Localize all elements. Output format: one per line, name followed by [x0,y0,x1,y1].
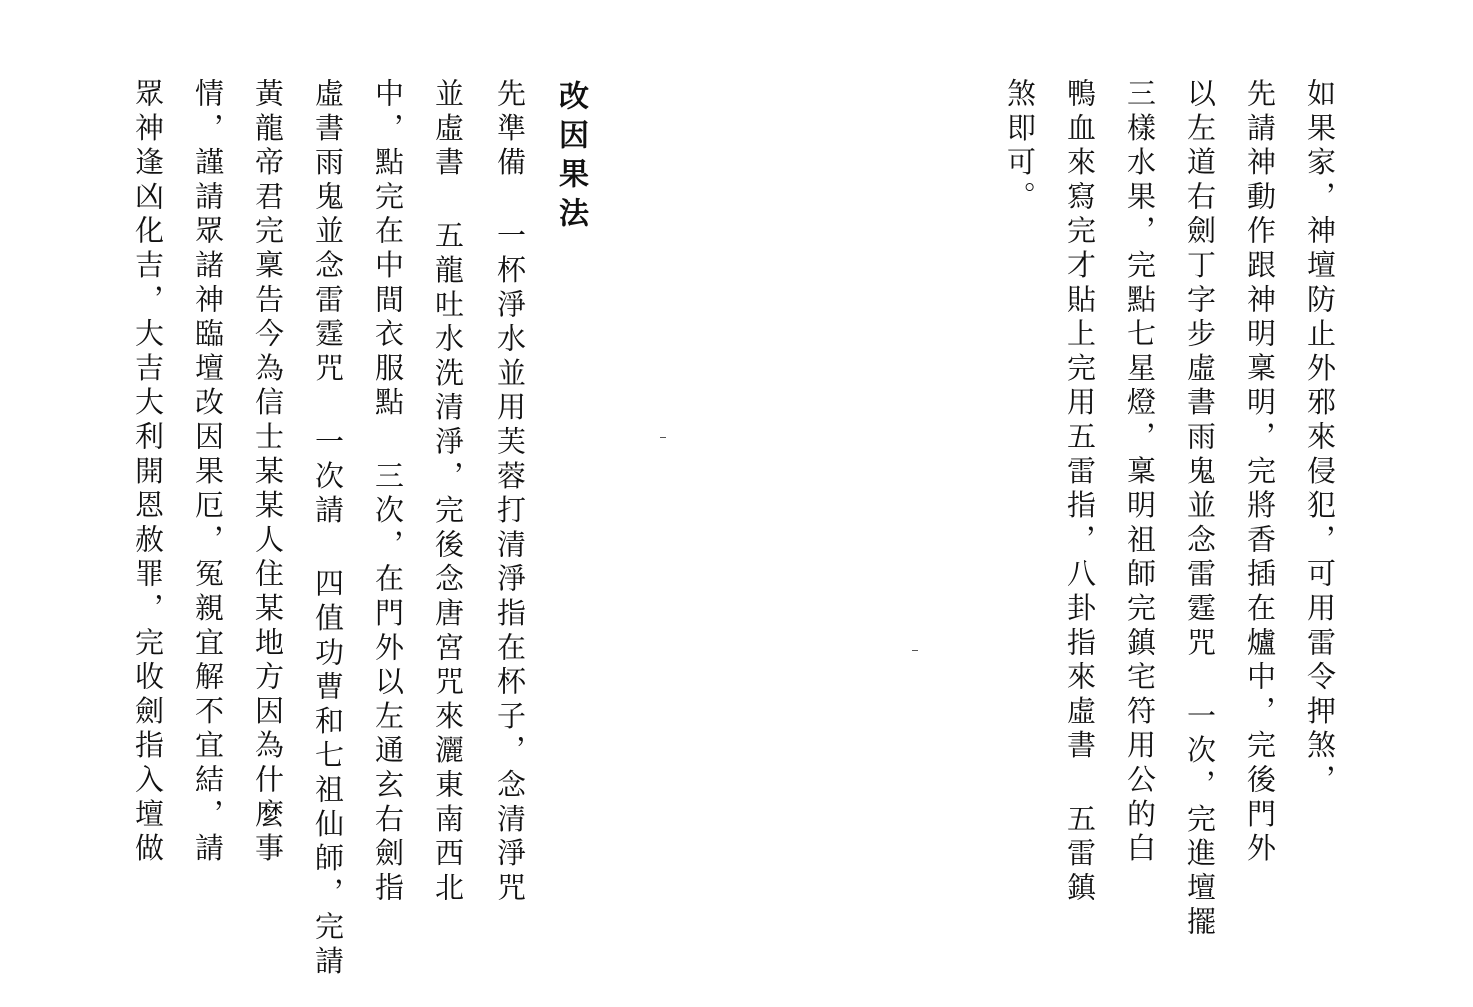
left-page [100,0,600,1007]
right-text-column-5: 鴨血來寫完才貼上完用五雷指，八卦指來虛書 五雷鎮 [1063,78,1097,907]
right-page [990,0,1337,1007]
right-text-column-1: 如果家，神壇防止外邪來侵犯，可用雷令押煞， [1303,78,1337,799]
right-text-column-6: 煞即可。 [1003,78,1037,216]
left-text-column-5: 黃龍帝君完稟告今為信士某某人住某地方因為什麼事 [251,78,285,867]
right-text-column-3: 以左道右劍丁字步虛書雨鬼並念雷霆咒 一次，完進壇擺 [1183,78,1217,941]
scan-speck [660,437,666,438]
scan-speck [912,650,918,651]
left-text-column-7: 眾神逢凶化吉，大吉大利開恩赦罪，完收劍指入壇做 [131,78,165,867]
left-text-column-3: 中，點完在中間衣服點 三次，在門外以左通玄右劍指 [371,78,405,907]
section-heading: 改因果法 [553,80,588,236]
left-text-column-1: 先準備 一杯淨水並用芙蓉打清淨指在杯子，念清淨咒 [493,78,527,907]
right-text-column-4: 三樣水果，完點七星燈，稟明祖師完鎮宅符用公的白 [1123,78,1157,867]
right-text-column-2: 先請神動作跟神明稟明，完將香插在爐中，完後門外 [1243,78,1277,867]
left-text-column-6: 情，謹請眾諸神臨壇改因果厄，冤親宜解不宜結，請 [191,78,225,867]
left-text-column-2: 並虛書 五龍吐水洗清淨，完後念唐宮咒來灑東南西北 [431,78,465,907]
left-text-column-4: 虛書雨鬼並念雷霆咒 一次請 四值功曹和七祖仙師，完請 [311,78,345,980]
